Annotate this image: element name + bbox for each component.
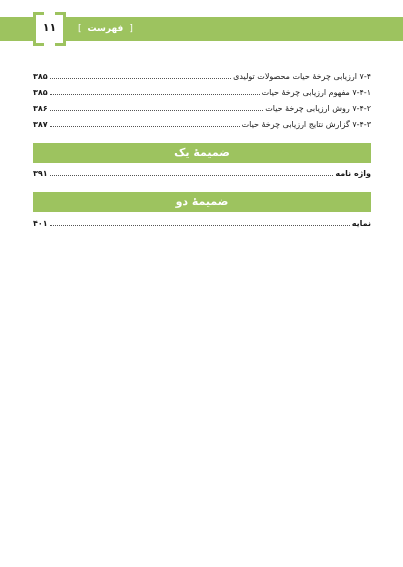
page-number: ۱۱ — [42, 21, 57, 34]
toc-leader-dots — [50, 109, 264, 111]
toc-entry-page: ۳۸۶ — [33, 104, 48, 113]
toc-entry[interactable] — [33, 117, 371, 130]
toc-entry[interactable] — [33, 85, 371, 98]
appendix-two-heading: ضمیمۀ دو — [33, 192, 371, 212]
toc-leader-dots — [50, 224, 350, 226]
toc-leader-dots — [50, 77, 231, 79]
appendix-one-heading: ضمیمۀ یک — [33, 143, 371, 163]
toc-entry-label: ۷-۴-۱ مفهوم ارزیابی چرخۀ حیات — [261, 88, 371, 97]
toc-entry[interactable] — [33, 101, 371, 114]
toc-entry-index[interactable] — [33, 216, 371, 229]
toc-leader-dots — [50, 125, 240, 127]
running-title: فهرست — [87, 24, 124, 34]
page-number-box — [33, 12, 66, 46]
toc-leader-dots — [50, 93, 260, 95]
toc-entry-page: ۳۹۱ — [33, 169, 48, 178]
toc-entry-label: واژه نامه — [335, 169, 371, 178]
toc-entry-page: ۳۸۵ — [33, 88, 48, 97]
bracket-open: [ — [129, 24, 133, 34]
toc-entry-page: ۳۸۷ — [33, 120, 48, 129]
toc-entry-page: ۴۰۱ — [33, 219, 48, 228]
toc-entry-label: نمایه — [351, 219, 371, 228]
toc-entry-label: ۷-۴-۲ روش ارزیابی چرخۀ حیات — [265, 104, 371, 113]
toc-entry-label: ۷-۴-۳ گزارش نتایج ارزیابی چرخۀ حیات — [241, 120, 371, 129]
toc-entry-page: ۳۸۵ — [33, 72, 48, 81]
toc-entry-label: ۷-۴ ارزیابی چرخۀ حیات محصولات تولیدی — [233, 72, 371, 81]
header-title — [78, 22, 133, 36]
toc-leader-dots — [50, 174, 334, 176]
toc-entry-glossary[interactable] — [33, 166, 371, 179]
toc-entry[interactable] — [33, 69, 371, 82]
bracket-close: ] — [78, 24, 82, 34]
